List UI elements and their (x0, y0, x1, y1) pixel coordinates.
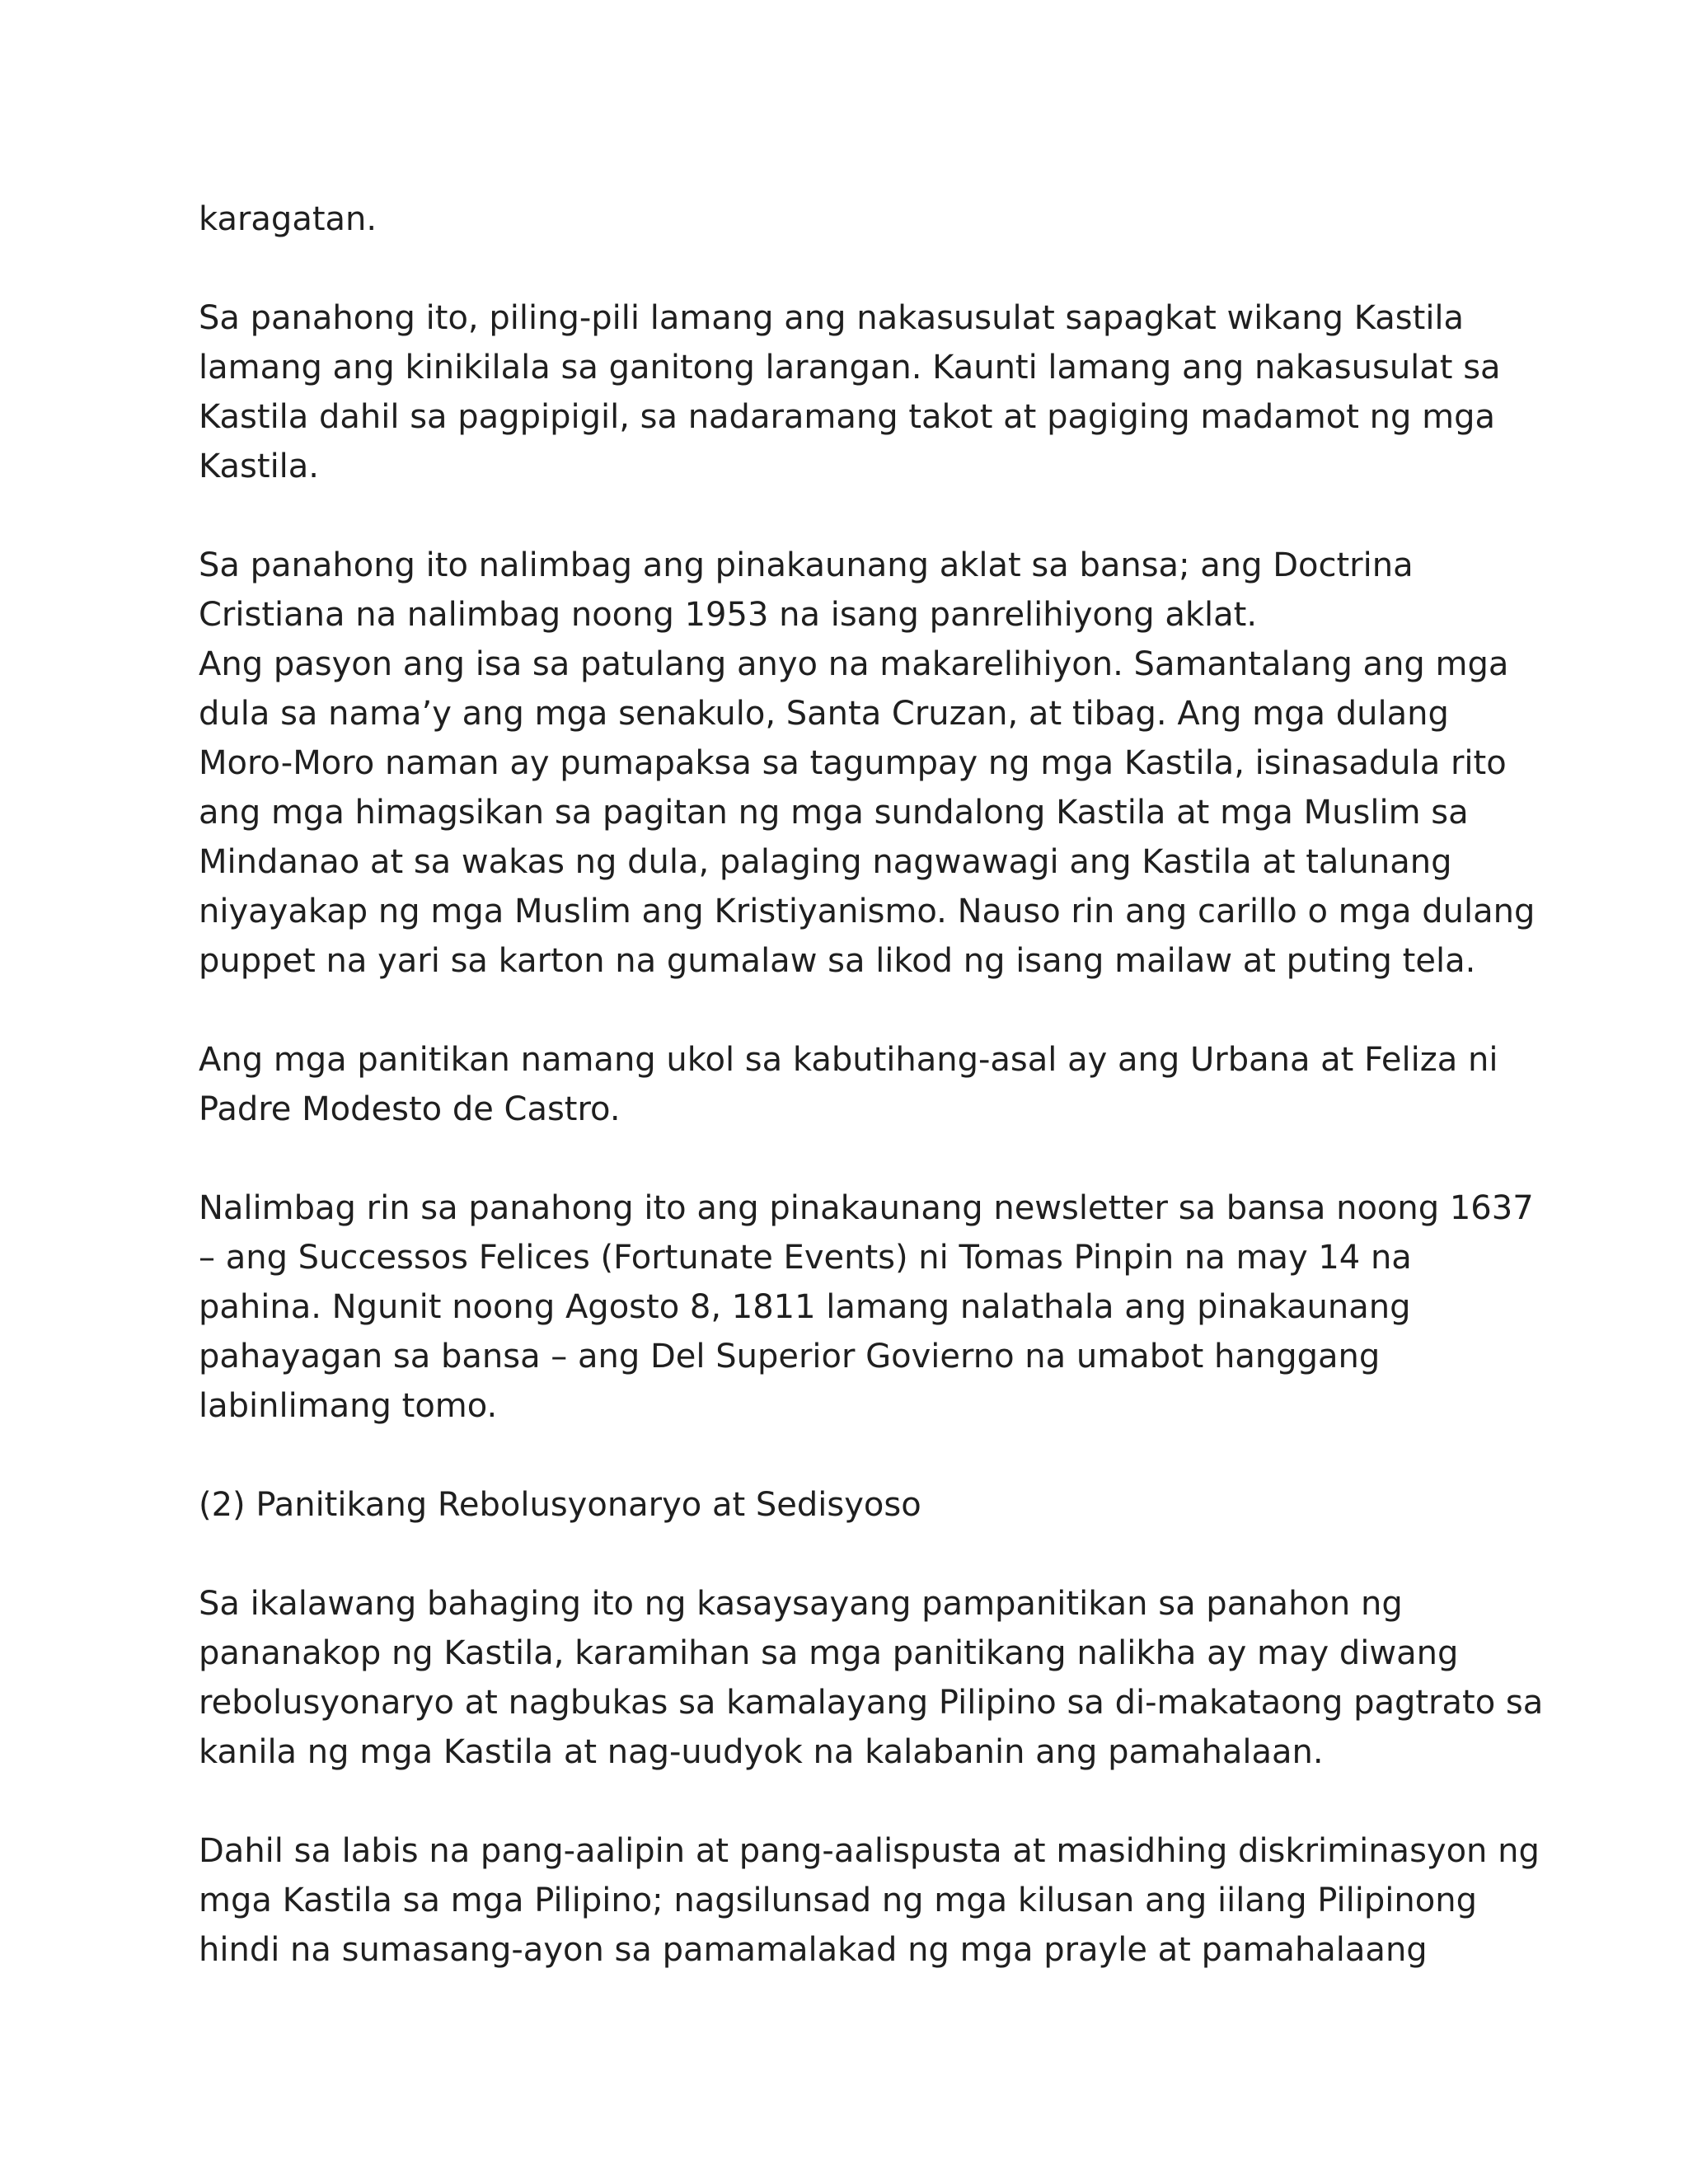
paragraph-gap (199, 244, 1526, 293)
text-line: karagatan. (199, 200, 377, 238)
text-line: ang mga himagsikan sa pagitan ng mga sundalong Kastila at mga Muslim sa (199, 794, 1469, 832)
text-line: Nalimbag rin sa panahong ito ang pinakaunang newsletter sa bansa noong 1637 (199, 1189, 1534, 1227)
paragraph-gap (199, 491, 1526, 541)
text-line: Dahil sa labis na pang-aalipin at pang-aalispusta at masidhing diskriminasyon ng (199, 1832, 1540, 1870)
text-line: pahina. Ngunit noong Agosto 8, 1811 lamang nalathala ang pinakaunang (199, 1288, 1411, 1326)
text-line: Padre Modesto de Castro. (199, 1090, 621, 1128)
text-line: lamang ang kinikilala sa ganitong larangan. Kaunti lamang ang nakasusulat sa (199, 349, 1501, 387)
paragraph-gap (199, 1777, 1526, 1826)
text-line: pahayagan sa bansa – ang Del Superior Govierno na umabot hanggang (199, 1338, 1381, 1376)
paragraph-gap (199, 1134, 1526, 1183)
paragraph-gap (199, 986, 1526, 1035)
document-body (199, 194, 1544, 1975)
paragraph-gap (199, 1530, 1526, 1579)
text-line: kanila ng mga Kastila at nag-uudyok na kalabanin ang pamahalaan. (199, 1733, 1324, 1771)
text-line: labinlimang tomo. (199, 1387, 498, 1425)
paragraph-3 (199, 541, 1536, 986)
text-line: dula sa nama’y ang mga senakulo, Santa Cruzan, at tibag. Ang mga dulang (199, 695, 1449, 733)
text-line: (2) Panitikang Rebolusyonaryo at Sedisyoso (199, 1486, 921, 1524)
text-line: Mindanao at sa wakas ng dula, palaging nagwawagi ang Kastila at talunang (199, 843, 1452, 881)
section-heading (199, 1480, 1526, 1530)
text-line: – ang Successos Felices (Fortunate Events) ni Tomas Pinpin na may 14 na (199, 1239, 1412, 1277)
text-line: pananakop ng Kastila, karamihan sa mga panitikang nalikha ay may diwang (199, 1634, 1459, 1672)
text-line: Sa panahong ito nalimbag ang pinakaunang aklat sa bansa; ang Doctrina (199, 546, 1414, 584)
text-line: hindi na sumasang-ayon sa pamamalakad ng mga prayle at pamahalaang (199, 1931, 1428, 1969)
text-line: rebolusyonaryo at nagbukas sa kamalayang Pilipino sa di-makataong pagtrato sa (199, 1684, 1544, 1722)
paragraph-gap (199, 1431, 1526, 1480)
paragraph-1 (199, 194, 1526, 244)
paragraph-5 (199, 1183, 1534, 1431)
text-line: Cristiana na nalimbag noong 1953 na isang panrelihiyong aklat. (199, 596, 1258, 634)
text-line: Sa ikalawang bahaging ito ng kasaysayang pampanitikan sa panahon ng (199, 1585, 1403, 1623)
text-line: Ang mga panitikan namang ukol sa kabutihang-asal ay ang Urbana at Feliza ni (199, 1041, 1498, 1079)
paragraph-6 (199, 1579, 1544, 1777)
text-line: puppet na yari sa karton na gumalaw sa likod ng isang mailaw at puting tela. (199, 942, 1476, 980)
paragraph-4 (199, 1035, 1526, 1134)
text-line: mga Kastila sa mga Pilipino; nagsilunsad ng mga kilusan ang iilang Pilipinong (199, 1882, 1477, 1919)
text-line: Kastila. (199, 448, 320, 485)
text-line: niyayakap ng mga Muslim ang Kristiyanismo. Nauso rin ang carillo o mga dulang (199, 893, 1536, 930)
paragraph-7 (199, 1826, 1540, 1975)
text-line: Sa panahong ito, piling-pili lamang ang nakasusulat sapagkat wikang Kastila (199, 299, 1465, 337)
text-line: Kastila dahil sa pagpipigil, sa nadaramang takot at pagiging madamot ng mga (199, 398, 1495, 436)
text-line: Ang pasyon ang isa sa patulang anyo na makarelihiyon. Samantalang ang mga (199, 645, 1509, 683)
text-line: Moro-Moro naman ay pumapaksa sa tagumpay ng mga Kastila, isinasadula rito (199, 744, 1507, 782)
paragraph-2 (199, 293, 1526, 491)
